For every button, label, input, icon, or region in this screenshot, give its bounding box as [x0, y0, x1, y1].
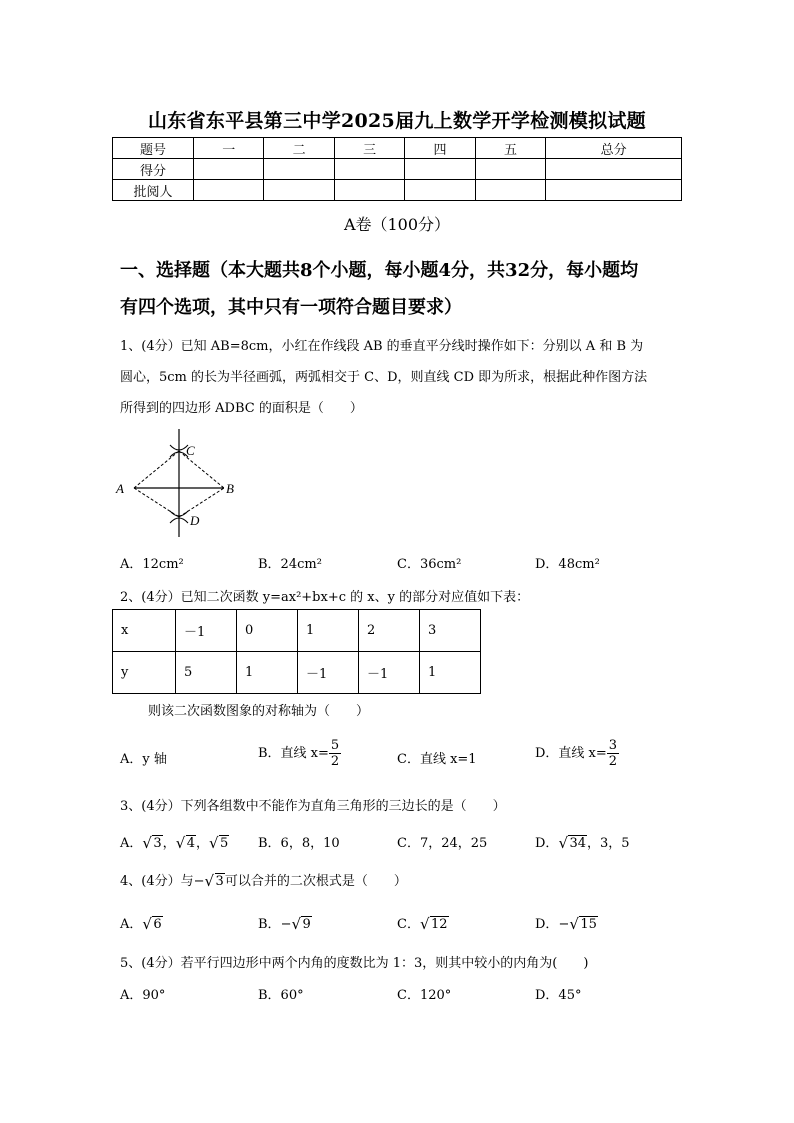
- q2-option-c: C．直线 x=1: [397, 752, 477, 767]
- minus-sign: −: [280, 917, 292, 932]
- q1-option-b: B．24cm²: [258, 557, 322, 572]
- radicand: 9: [302, 917, 311, 932]
- score-cell: [475, 159, 545, 180]
- table-cell: －1: [359, 652, 420, 694]
- table-cell: x: [113, 610, 176, 652]
- minus-sign: −: [558, 917, 570, 932]
- q3-option-d-rest: ，3，5: [586, 836, 630, 851]
- q3-option-a-prefix: A．: [120, 836, 143, 851]
- table-cell: 2: [359, 610, 420, 652]
- score-header-cell: 题号: [113, 138, 194, 159]
- radicand: 15: [580, 917, 597, 932]
- q1-line1: 1、(4分）已知 AB=8cm，小红在作线段 AB 的垂直平分线时操作如下：分别以 A 和 B 为: [120, 339, 644, 354]
- radicand: 12: [430, 917, 448, 932]
- score-header-cell: 四: [405, 138, 475, 159]
- page-title: 山东省东平县第三中学2025届九上数学开学检测模拟试题: [148, 110, 646, 132]
- score-cell: [405, 159, 475, 180]
- q4-option-b: [258, 913, 312, 932]
- q5-option-a: A．90°: [120, 988, 166, 1003]
- radicand: 6: [153, 917, 162, 932]
- q5-option-d: D．45°: [535, 988, 582, 1003]
- q3-option-b: B．6，8，10: [258, 836, 340, 851]
- radical: [209, 836, 229, 851]
- radical: [142, 836, 162, 851]
- section-a-heading: A卷（100分）: [343, 215, 451, 234]
- radical: [176, 836, 196, 851]
- numerator: 3: [608, 738, 618, 753]
- radical: [205, 874, 225, 889]
- table-cell: －1: [176, 610, 237, 652]
- q3-stem: 3、(4分）下列各组数中不能作为直角三角形的三边长的是（ ）: [120, 799, 506, 814]
- q4-option-a: [120, 913, 163, 932]
- q2-question: 则该二次函数图象的对称轴为（ ）: [148, 704, 370, 719]
- table-cell: 1: [298, 610, 359, 652]
- label-a: A: [116, 481, 124, 496]
- denominator: 2: [608, 754, 618, 769]
- q1-line2: 圆心，5cm 的长为半径画弧，两弧相交于 C、D，则直线 CD 即为所求，根据此种作图方法: [120, 370, 648, 385]
- score-cell: [264, 159, 334, 180]
- radicand: 4: [186, 836, 195, 851]
- denominator: 2: [330, 754, 340, 769]
- score-header-cell: 二: [264, 138, 334, 159]
- table-row: [113, 610, 481, 652]
- table-cell: －1: [298, 652, 359, 694]
- table-row: [113, 180, 682, 201]
- table-cell: 1: [237, 652, 298, 694]
- table-cell: y: [113, 652, 176, 694]
- q4-option-c: [397, 913, 449, 932]
- radical: [558, 836, 587, 851]
- score-cell: [546, 159, 682, 180]
- q3-option-c: C．7，24，25: [397, 836, 488, 851]
- score-header-cell: 五: [475, 138, 545, 159]
- radicand: 5: [219, 836, 229, 851]
- q2-option-d-prefix: D．直线 x=: [535, 746, 607, 761]
- score-cell: [334, 180, 404, 201]
- q5-option-c: C．120°: [397, 988, 452, 1003]
- score-header-cell: 三: [334, 138, 404, 159]
- table-row: [113, 652, 481, 694]
- q5-option-b: B．60°: [258, 988, 304, 1003]
- q2-option-d: [535, 738, 619, 769]
- q2-value-table: [112, 609, 481, 694]
- q2-option-a: A．y 轴: [120, 752, 167, 767]
- q1-line3: 所得到的四边形 ADBC 的面积是（ ）: [120, 401, 363, 416]
- score-table: [112, 137, 682, 201]
- label-c: C: [186, 443, 195, 458]
- radicand: 34: [569, 836, 586, 851]
- score-cell: [405, 180, 475, 201]
- radical: [420, 917, 449, 932]
- segment-ac: [134, 451, 179, 488]
- label-d: D: [190, 513, 200, 528]
- label-b: B: [226, 481, 234, 496]
- q4-option-a-prefix: A．: [120, 917, 143, 932]
- q3-option-a: A．√ 3，√ 4，√ 5: [120, 832, 229, 851]
- radicand: 3: [215, 874, 224, 889]
- q2-stem: 2、(4分）已知二次函数 y=ax²+bx+c 的 x、y 的部分对应值如下表：: [120, 590, 530, 605]
- section-1-heading-line2: 有四个选项，其中只有一项符合题目要求）: [120, 297, 462, 318]
- q5-stem: 5、(4分）若平行四边形中两个内角的度数比为 1：3，则其中较小的内角为( ): [120, 956, 589, 971]
- score-cell: [194, 159, 264, 180]
- q1-figure: [112, 425, 242, 540]
- q4-option-c-prefix: C．: [397, 917, 420, 932]
- minus-sign: −: [193, 874, 205, 889]
- score-row-label: 批阅人: [113, 180, 194, 201]
- score-row-label: 得分: [113, 159, 194, 180]
- q4-stem-prefix: 4、(4分）与: [120, 874, 194, 889]
- score-cell: [334, 159, 404, 180]
- radical: [142, 917, 162, 932]
- q4-option-d: [535, 913, 598, 932]
- q4-option-b-prefix: B．: [258, 917, 281, 932]
- q4-option-d-prefix: D．: [535, 917, 559, 932]
- q2-option-b-prefix: B．直线 x=: [258, 746, 329, 761]
- q2-option-b: [258, 738, 341, 769]
- q3-option-d-prefix: D．: [535, 836, 559, 851]
- table-row: [113, 159, 682, 180]
- fraction: [329, 738, 341, 769]
- table-cell: 0: [237, 610, 298, 652]
- section-1-heading-line1: 一、选择题（本大题共8个小题，每小题4分，共32分，每小题均: [120, 260, 639, 281]
- table-cell: 3: [420, 610, 481, 652]
- radicand: 3: [153, 836, 162, 851]
- q1-option-a: A．12cm²: [120, 557, 184, 572]
- radical: [569, 917, 598, 932]
- score-header-cell: 总分: [546, 138, 682, 159]
- radical: [291, 917, 311, 932]
- q3-option-d: [535, 832, 630, 851]
- numerator: 5: [330, 738, 340, 753]
- q4-stem: [120, 870, 407, 889]
- score-cell: [546, 180, 682, 201]
- table-cell: 1: [420, 652, 481, 694]
- fraction: [607, 738, 619, 769]
- q4-stem-suffix: 可以合并的二次根式是（ ）: [224, 874, 407, 889]
- table-cell: 5: [176, 652, 237, 694]
- q1-option-d: D．48cm²: [535, 557, 600, 572]
- q1-option-c: C．36cm²: [397, 557, 462, 572]
- table-row: [113, 138, 682, 159]
- score-cell: [194, 180, 264, 201]
- score-cell: [475, 180, 545, 201]
- score-header-cell: 一: [194, 138, 264, 159]
- score-cell: [264, 180, 334, 201]
